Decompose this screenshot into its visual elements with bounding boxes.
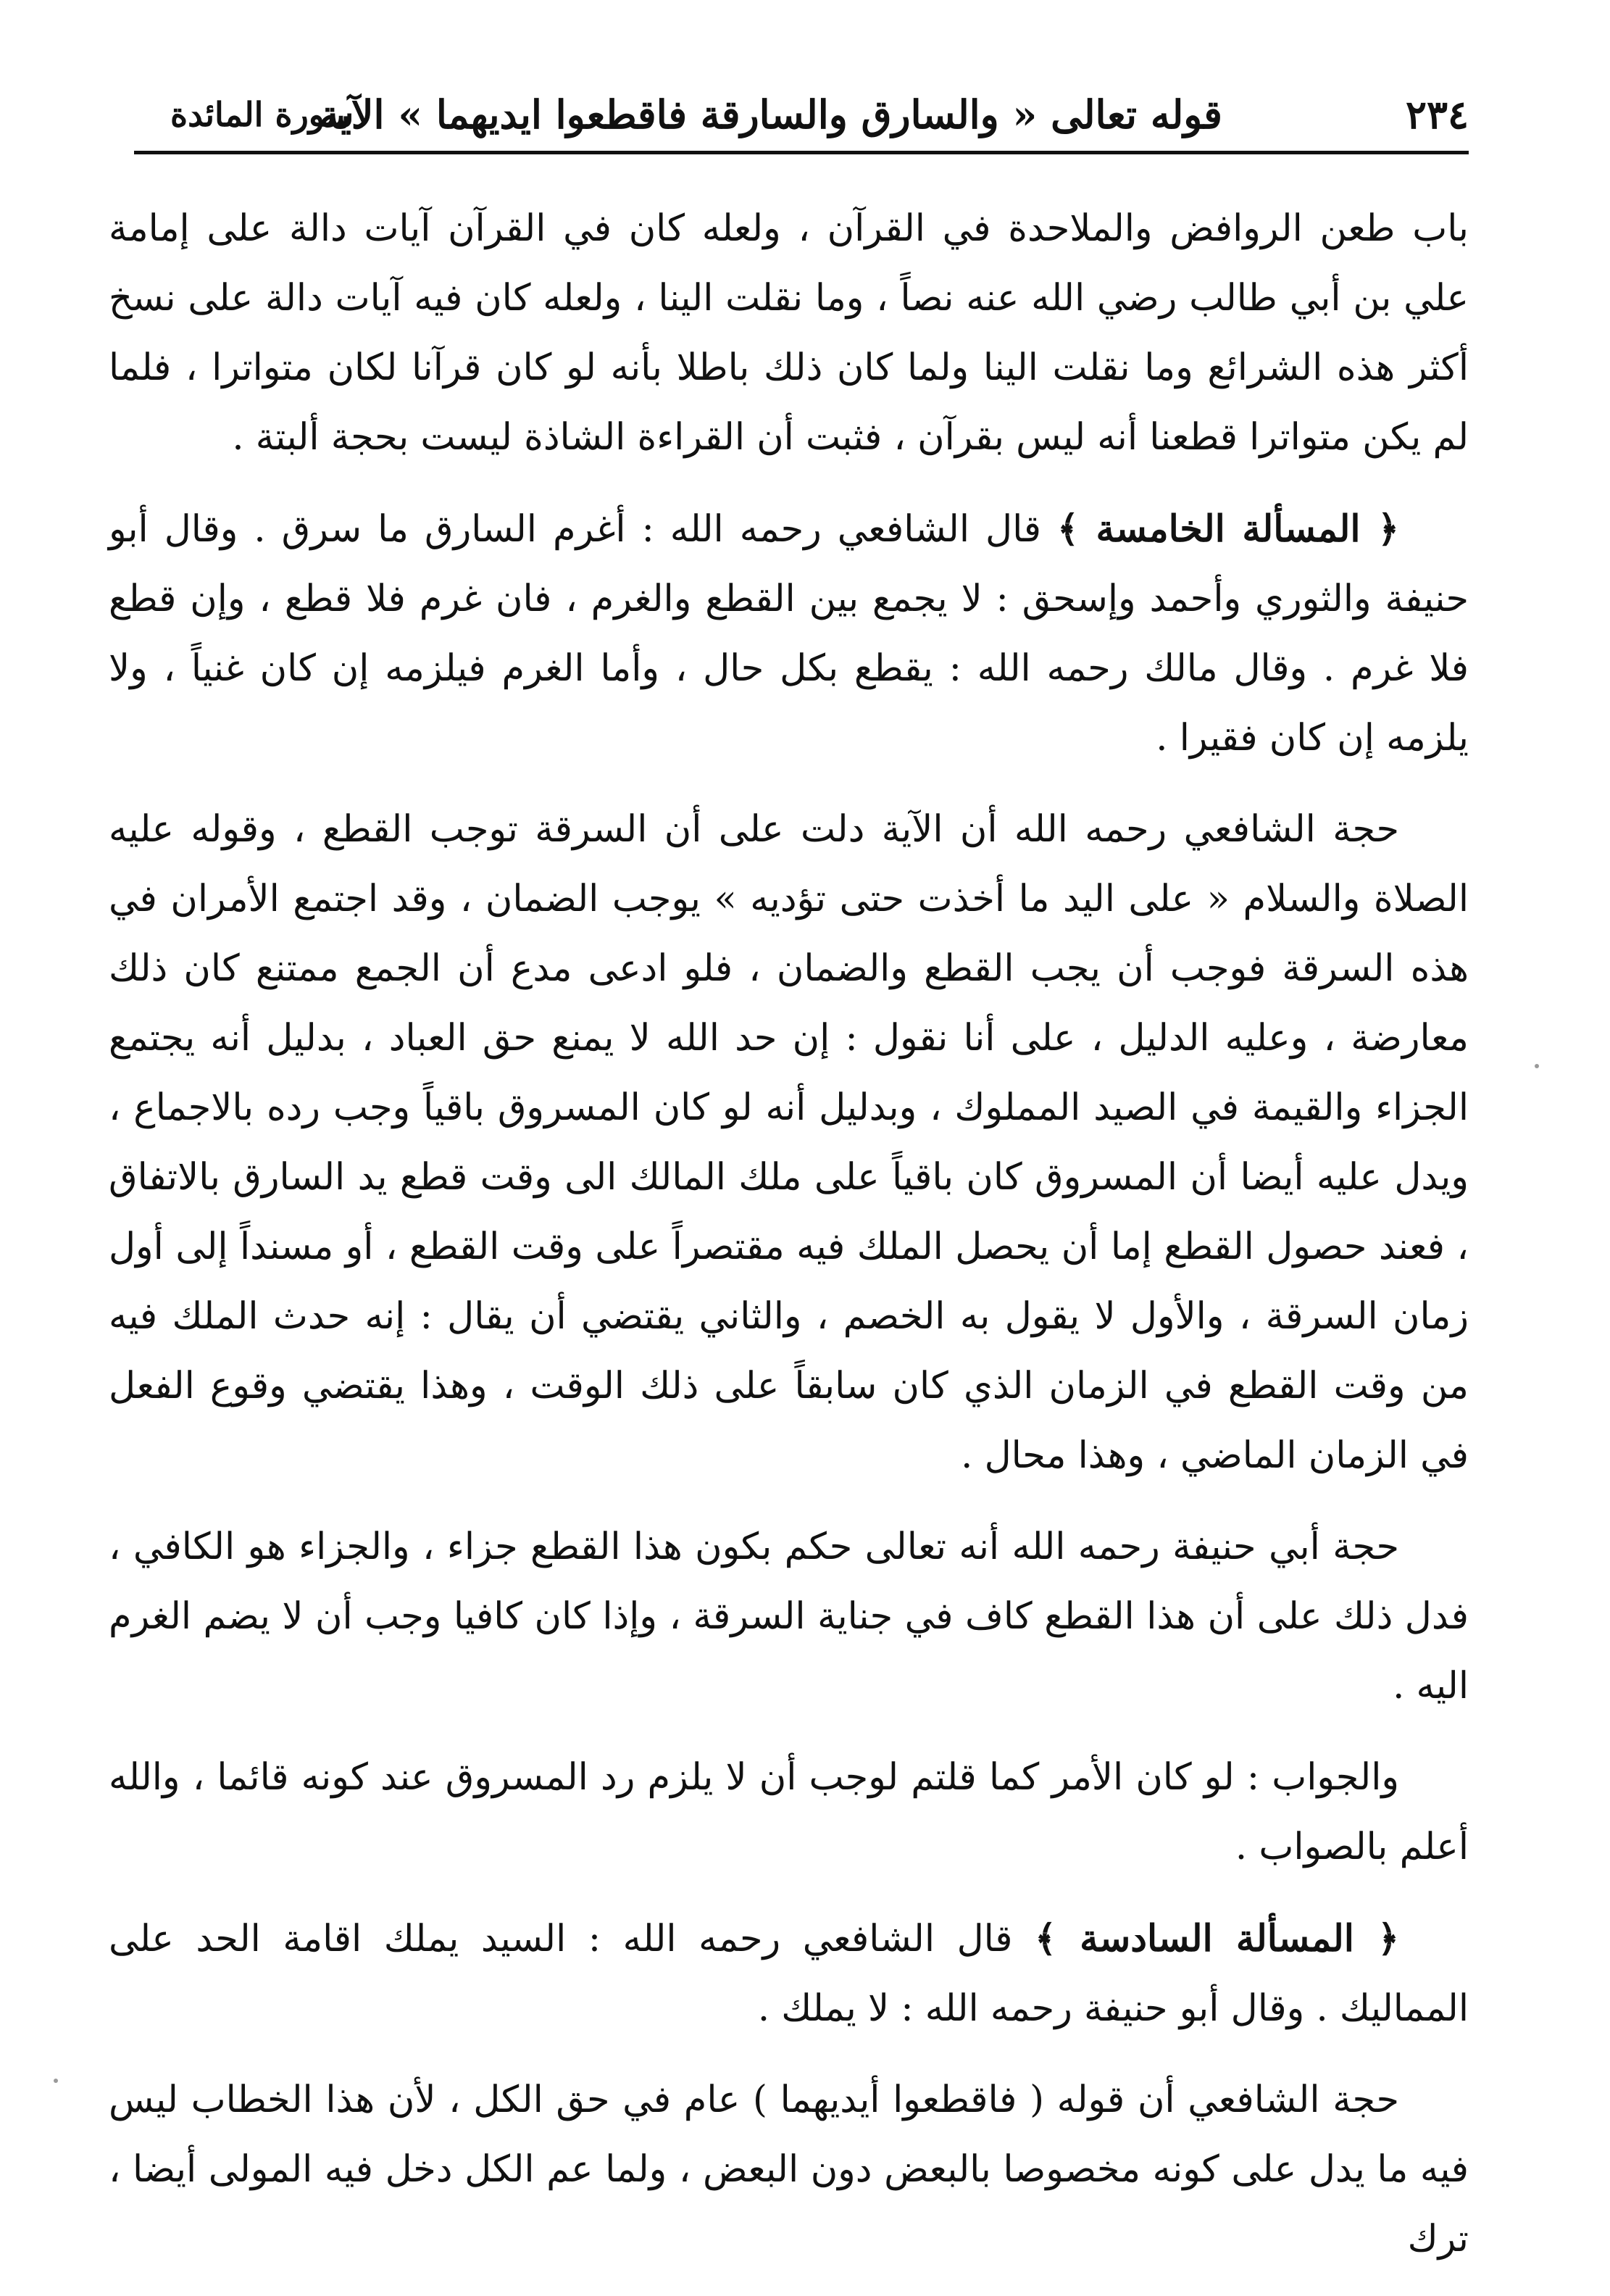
page-number: ٢٣٤ (1405, 91, 1469, 138)
paragraph-6 (109, 1904, 1469, 2044)
paragraph-text: باب طعن الروافض والملاحدة في القرآن ، ولعله كان في القرآن آيات دالة على إمامة علي بن أبي طالب رضي الله عنه نصاً ، وما نقلت الينا ، ولعله كان فيه آيات دالة على نسخ أكثر هذه الشرائع وما نقلت الينا ولما كان ذلك باطلا بأنه لو كان قرآنا لكان متواترا ، فلما لم يكن متواترا قطعنا أنه ليس بقرآن ، فثبت أن القراءة الشاذة ليست بحجة ألبتة . (109, 207, 1469, 459)
body-text (109, 194, 1469, 2296)
running-title: قوله تعالى « والسارق والسارقة فاقطعوا ايديهما » الآية (319, 91, 1222, 138)
margin-speck (1535, 1064, 1539, 1068)
paragraph-text: حجة أبي حنيفة رحمه الله أنه تعالى حكم بكون هذا القطع جزاء ، والجزاء هو الكافي ، فدل ذلك على أن هذا القطع كاف في جناية السرقة ، وإذا كان كافيا وجب أن لا يضم الغرم اليه . (109, 1526, 1469, 1708)
paragraph-7 (109, 2066, 1469, 2274)
paragraph-text: قال الشافعي رحمه الله : أغرم السارق ما سرق . وقال أبو حنيفة والثوري وأحمد وإسحق : لا يجمع بين القطع والغرم ، فان غرم فلا قطع ، وإن قطع فلا غرم . وقال مالك رحمه الله : يقطع بكل حال ، وأما الغرم فيلزمه إن كان غنياً ، ولا يلزمه إن كان فقيرا . (109, 508, 1469, 760)
question-label-sixth: ﴿ المسألة السادسة ﴾ (1035, 1917, 1399, 1960)
question-label-fifth: ﴿ المسألة الخامسة ﴾ (1057, 507, 1400, 551)
paragraph-5 (109, 1743, 1469, 1882)
margin-speck (54, 2079, 58, 2083)
surah-name: سورة المائدة (170, 95, 354, 134)
paragraph-text: حجة الشافعي رحمه الله أن الآية دلت على أن السرقة توجب القطع ، وقوله عليه الصلاة والسلام « على اليد ما أخذت حتى تؤديه » يوجب الضمان ، وقد اجتمع الأمران في هذه السرقة فوجب أن يجب القطع والضمان ، فلو ادعى مدع أن الجمع ممتنع كان ذلك معارضة ، وعليه الدليل ، على أنا نقول : إن حد الله لا يمنع حق العباد ، بدليل أنه يجتمع الجزاء والقيمة في الصيد المملوك ، وبدليل أنه لو كان المسروق باقياً وجب رده بالاجماع ، ويدل عليه أيضا أن المسروق كان باقياً على ملك المالك الى وقت قطع يد السارق بالاتفاق ، فعند حصول القطع إما أن يحصل الملك فيه مقتصراً على وقت القطع ، أو مسنداً إلى أول زمان السرقة ، والأول لا يقول به الخصم ، والثاني يقتضي أن يقال : إنه حدث الملك فيه من وقت القطع في الزمان الذي كان سابقاً على ذلك الوقت ، وهذا يقتضي وقوع الفعل في الزمان الماضي ، وهذا محال . (109, 808, 1469, 1477)
paragraph-text: حجة الشافعي أن قوله ( فاقطعوا أيديهما ) عام في حق الكل ، لأن هذا الخطاب ليس فيه ما يدل على كونه مخصوصا بالبعض دون البعض ، ولما عم الكل دخل فيه المولى أيضا ، ترك (109, 2079, 1469, 2260)
paragraph-text: والجواب : لو كان الأمر كما قلتم لوجب أن لا يلزم رد المسروق عند كونه قائما ، والله أعلم بالصواب . (109, 1756, 1469, 1868)
paragraph-1 (109, 194, 1469, 473)
page-header (134, 80, 1469, 149)
paragraph-4 (109, 1513, 1469, 1721)
paragraph-text: قال الشافعي رحمه الله : السيد يملك اقامة الحد على المماليك . وقال أبو حنيفة رحمه الله : لا يملك . (109, 1918, 1469, 2030)
paragraph-3 (109, 795, 1469, 1491)
paragraph-2 (109, 494, 1469, 773)
header-rule (134, 151, 1469, 154)
